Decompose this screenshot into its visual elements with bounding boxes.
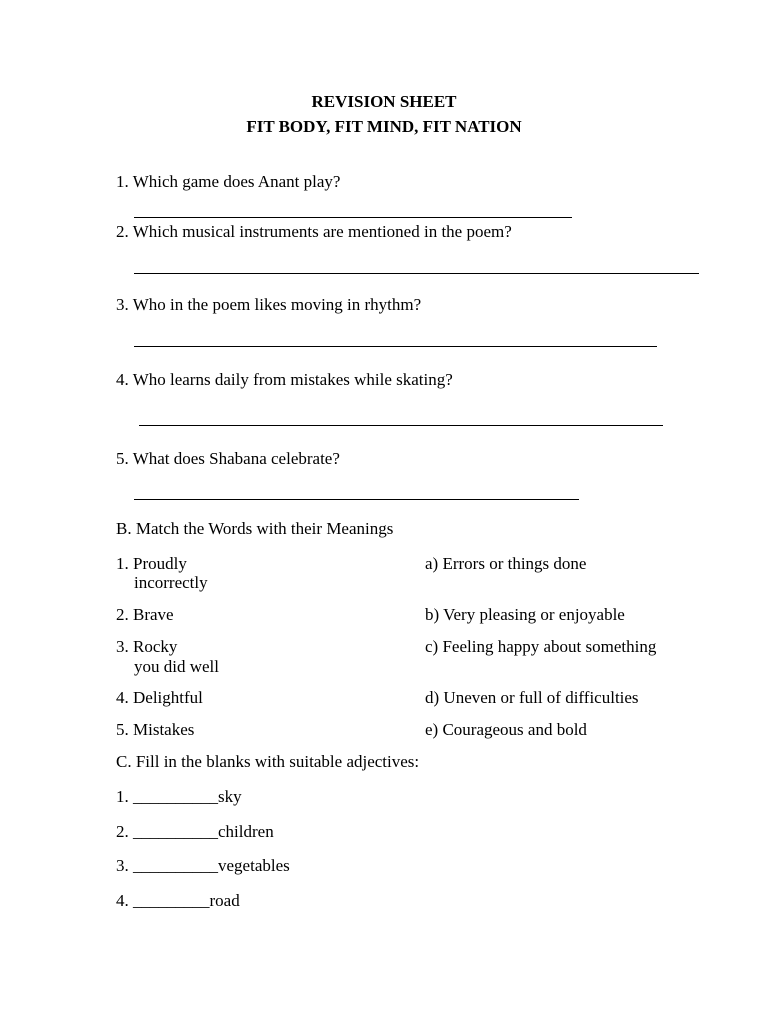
fill-blank-number: 2. (116, 822, 129, 841)
match-word-3: 3. Rocky (116, 637, 178, 656)
section-b-heading: B. Match the Words with their Meanings (116, 519, 394, 538)
match-meaning-a: a) Errors or things done (425, 554, 587, 573)
match-meaning-c: c) Feeling happy about something (425, 637, 657, 656)
match-word-2: 2. Brave (116, 605, 174, 624)
fill-blank-line: __________ (133, 822, 218, 841)
fill-blank-line: _________ (133, 891, 210, 910)
fill-blank-word: children (218, 822, 274, 841)
question-5: 5. What does Shabana celebrate? (116, 449, 340, 468)
fill-blank-line: __________ (133, 787, 218, 806)
answer-line-5 (134, 499, 579, 500)
question-4: 4. Who learns daily from mistakes while skating? (116, 370, 453, 389)
answer-line-4 (139, 425, 663, 426)
match-meaning-d: d) Uneven or full of difficulties (425, 688, 639, 707)
fill-blank-word: sky (218, 787, 242, 806)
match-meaning-c-continuation: you did well (134, 657, 219, 676)
fill-blank-number: 4. (116, 891, 129, 910)
match-meaning-b: b) Very pleasing or enjoyable (425, 605, 625, 624)
match-meaning-e: e) Courageous and bold (425, 720, 587, 739)
match-meaning-a-continuation: incorrectly (134, 573, 208, 592)
page-title: REVISION SHEET (311, 92, 457, 111)
answer-line-3 (134, 346, 657, 347)
match-word-1: 1. Proudly (116, 554, 187, 573)
answer-line-2 (134, 273, 699, 274)
match-word-4: 4. Delightful (116, 688, 203, 707)
question-2: 2. Which musical instruments are mentioned in the poem? (116, 222, 512, 241)
fill-blank-item-3 (116, 856, 290, 876)
fill-blank-word: road (209, 891, 240, 910)
fill-blank-word: vegetables (218, 856, 290, 875)
section-c-heading: C. Fill in the blanks with suitable adjectives: (116, 752, 420, 771)
fill-blank-item-1 (116, 787, 242, 807)
question-1: 1. Which game does Anant play? (116, 172, 341, 191)
fill-blank-item-4 (116, 891, 240, 911)
question-3: 3. Who in the poem likes moving in rhythm? (116, 295, 422, 314)
match-word-5: 5. Mistakes (116, 720, 195, 739)
fill-blank-number: 1. (116, 787, 129, 806)
page-subtitle: FIT BODY, FIT MIND, FIT NATION (246, 117, 522, 136)
answer-line-1 (134, 217, 572, 218)
fill-blank-item-2 (116, 822, 274, 842)
fill-blank-number: 3. (116, 856, 129, 875)
fill-blank-line: __________ (133, 856, 218, 875)
